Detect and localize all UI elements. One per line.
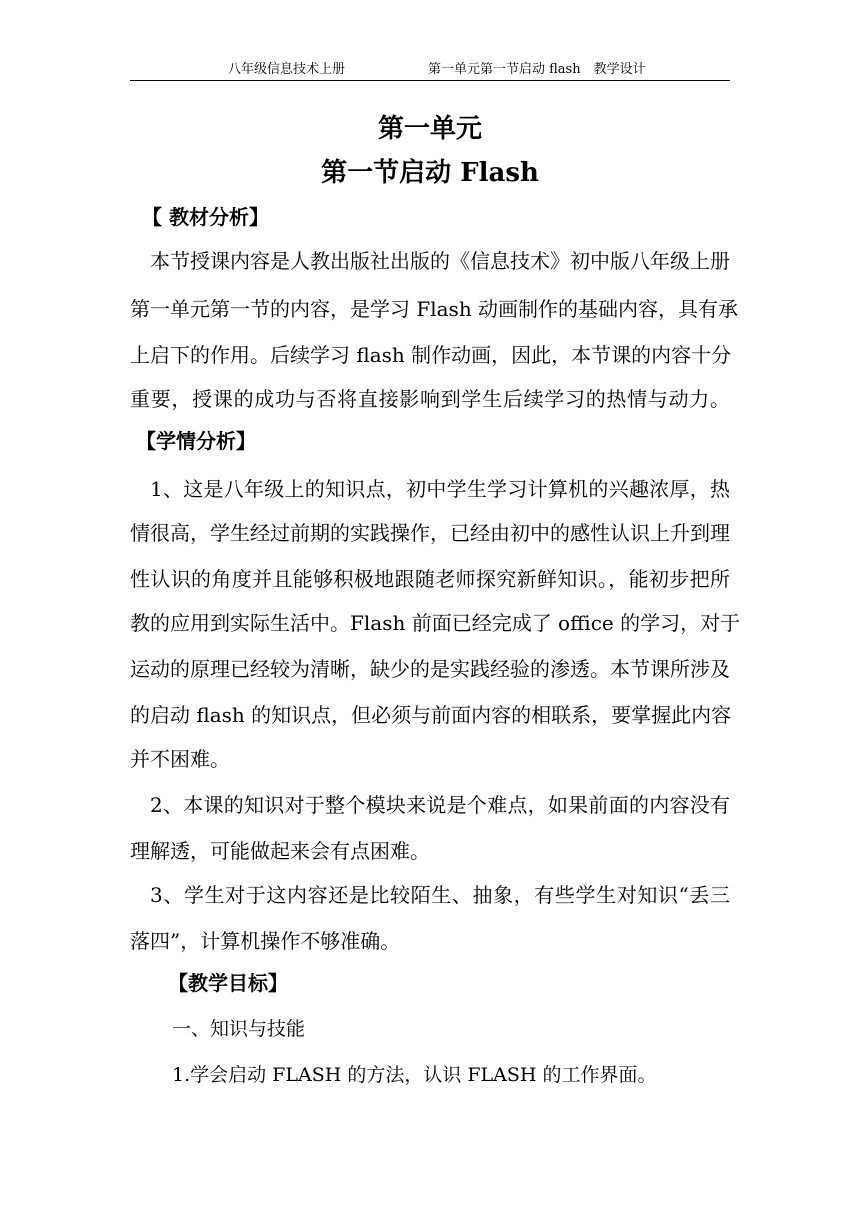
students-p2-line-2: 理解透，可能做起来会有点困难。 (130, 839, 430, 863)
material-line-4: 重要，授课的成功与否将直接影响到学生后续学习的热情与动力。 (130, 387, 730, 411)
material-line-3: 上启下的作用。后续学习 flash 制作动画，因此，本节课的内容十分 (130, 343, 732, 367)
header-left-text: 八年级信息技术上册 (228, 62, 346, 77)
students-p1-line-4: 教的应用到实际生活中。Flash 前面已经完成了 office 的学习，对于 (130, 611, 741, 635)
teaching-goals-heading: 【教学目标】 (168, 971, 288, 995)
students-p1-line-1: 1、这是八年级上的知识点，初中学生学习计算机的兴趣浓厚，热 (150, 477, 730, 501)
material-line-1: 本节授课内容是人教出版社出版的《信息技术》初中版八年级上册 (150, 249, 730, 273)
students-p1-line-5: 运动的原理已经较为清晰，缺少的是实践经验的渗透。本节课所涉及 (130, 657, 730, 681)
students-p1-line-6: 的启动 flash 的知识点，但必须与前面内容的相联系，要掌握此内容 (130, 703, 732, 727)
students-p3-line-1: 3、学生对于这内容还是比较陌生、抽象，有些学生对知识“丢三 (150, 883, 730, 907)
goal-item-1: 1.学会启动 FLASH 的方法，认识 FLASH 的工作界面。 (172, 1064, 657, 1086)
students-p1-line-3: 性认识的角度并且能够积极地跟随老师探究新鲜知识。，能初步把所 (130, 567, 730, 591)
header-divider (130, 80, 730, 81)
students-p1-line-2: 情很高，学生经过前期的实践操作，已经由初中的感性认识上升到理 (130, 521, 730, 545)
students-p1-line-7: 并不困难。 (130, 747, 230, 771)
unit-title: 第一单元 (377, 114, 482, 144)
header-right-text: 第一单元第一节启动 flash 教学设计 (428, 62, 646, 77)
students-p3-line-2: 落四”，计算机操作不够准确。 (130, 929, 401, 953)
lesson-title: 第一节启动 Flash (321, 158, 539, 188)
knowledge-skills-subheading: 一、知识与技能 (172, 1018, 306, 1040)
material-line-2: 第一单元第一节的内容，是学习 Flash 动画制作的基础内容，具有承 (130, 297, 739, 321)
page-header (130, 60, 730, 80)
student-analysis-heading: 【学情分析】 (136, 429, 256, 453)
students-p2-line-1: 2、本课的知识对于整个模块来说是个难点，如果前面的内容没有 (150, 793, 730, 817)
material-analysis-heading: 【 教材分析】 (142, 205, 269, 229)
